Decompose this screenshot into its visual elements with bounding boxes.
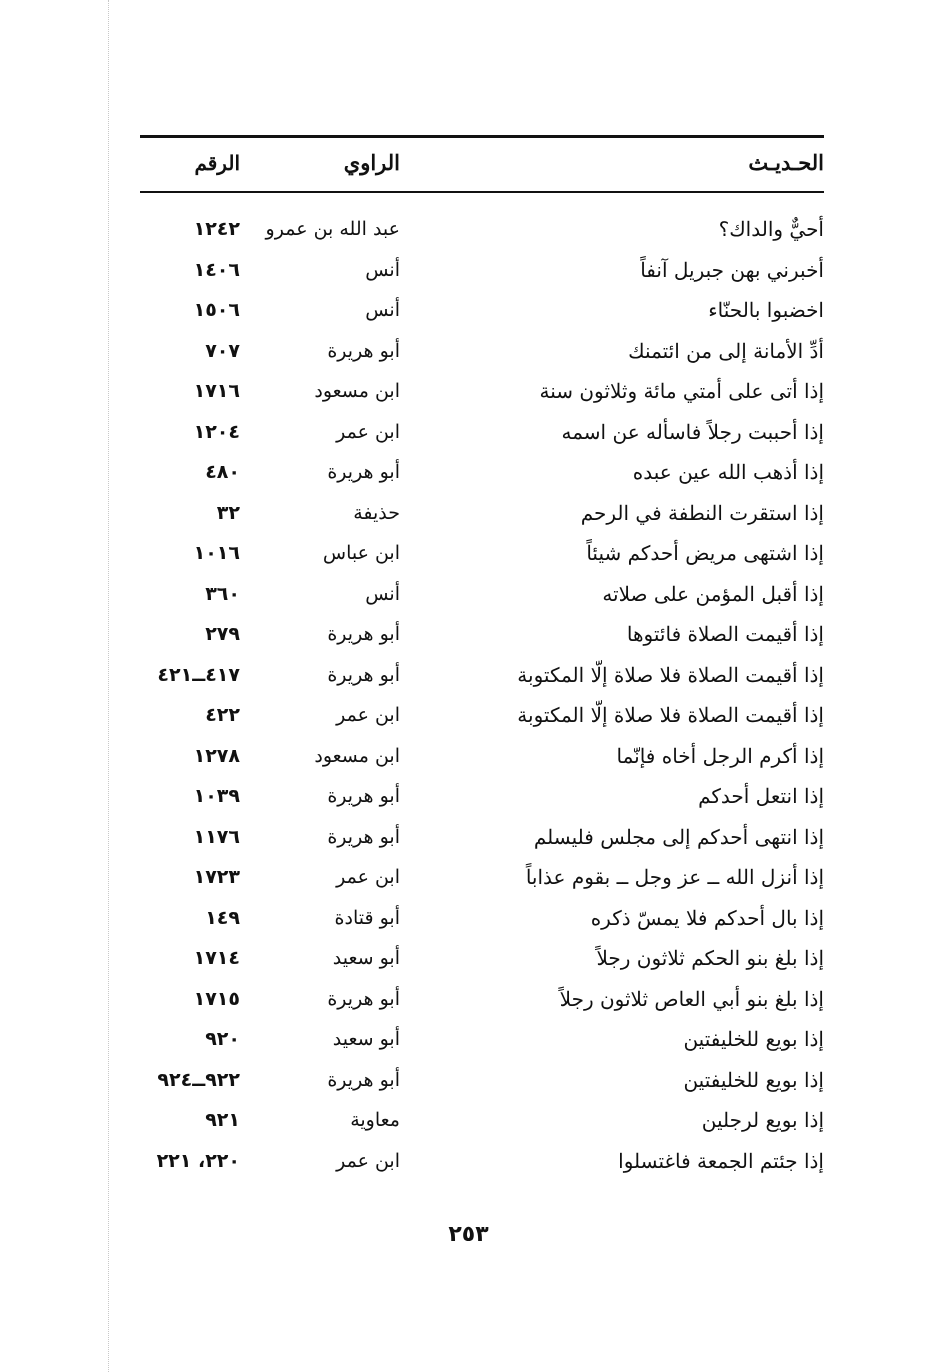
hadith-text: إذا أكرم الرجل أخاه فإنّما	[616, 743, 824, 768]
hadith-number: ١٥٠٦	[193, 299, 240, 321]
hadith-number: ١٠١٦	[193, 542, 240, 564]
hadith-text: إذا بلغ بنو أبي العاص ثلاثون رجلاً	[559, 986, 824, 1011]
narrator-name: أبو هريرة	[327, 1068, 400, 1091]
table-header	[140, 138, 824, 191]
narrator-name: أبو سعيد	[332, 1028, 400, 1050]
hadith-text: إذا أقيمت الصلاة فلا صلاة إلّا المكتوبة	[517, 662, 824, 687]
narrator-name: أبو قتادة	[334, 906, 400, 929]
table-body	[140, 193, 824, 1181]
table-row	[140, 898, 824, 939]
hadith-text: إذا بويع لرجلين	[701, 1108, 824, 1132]
narrator-name: أبو هريرة	[327, 987, 400, 1010]
hadith-text: إذا انتهى أحدكم إلى مجلس فليسلم	[533, 824, 824, 849]
narrator-name: أنس	[365, 299, 400, 321]
header-rawi: الراوي	[343, 150, 400, 175]
table-row	[140, 1019, 824, 1060]
hadith-text: اخضبوا بالحنّاء	[708, 298, 824, 322]
table-row	[140, 209, 824, 250]
narrator-name: أنس	[365, 258, 400, 281]
narrator-name: أبو هريرة	[327, 825, 400, 848]
hadith-number: ٢٢٠، ٢٢١	[156, 1149, 240, 1172]
hadith-number: ١٠٣٩	[193, 785, 240, 807]
hadith-text: أحيٌّ والداك؟	[718, 217, 824, 241]
narrator-name: ابن عباس	[322, 542, 400, 564]
hadith-text: إذا جئتم الجمعة فاغتسلوا	[618, 1148, 824, 1173]
narrator-name: أبو هريرة	[327, 461, 400, 483]
header-hadith: الحـديـث	[748, 150, 824, 175]
page-number: ٢٥٣	[448, 1222, 489, 1247]
table-row	[140, 412, 824, 453]
table-row	[140, 331, 824, 372]
hadith-number: ١٧١٥	[193, 987, 240, 1010]
index-table	[140, 135, 824, 1181]
table-row	[140, 493, 824, 534]
narrator-name: ابن مسعود	[314, 744, 400, 767]
hadith-text: إذا أتى على أمتي مائة وثلاثون سنة	[539, 379, 824, 403]
narrator-name: ابن مسعود	[314, 380, 400, 402]
narrator-name: معاوية	[350, 1109, 400, 1131]
table-row	[140, 979, 824, 1020]
hadith-number: ٤٨٠	[205, 461, 240, 483]
table-row	[140, 817, 824, 858]
hadith-number: ١١٧٦	[193, 825, 240, 848]
table-row	[140, 857, 824, 898]
table-row	[140, 250, 824, 291]
narrator-name: عبد الله بن عمرو	[265, 218, 400, 240]
table-row	[140, 938, 824, 979]
narrator-name: أبو هريرة	[327, 785, 400, 807]
hadith-number: ٢٧٩	[205, 623, 240, 645]
hadith-number: ١٧١٦	[193, 380, 240, 402]
hadith-number: ١٢٧٨	[193, 744, 240, 767]
table-row	[140, 655, 824, 696]
hadith-number: ١٧٢٣	[193, 866, 240, 888]
narrator-name: أبو هريرة	[327, 663, 400, 686]
hadith-number: ١٤٩	[205, 906, 240, 929]
header-number: الرقم	[194, 151, 240, 175]
narrator-name: ابن عمر	[336, 704, 400, 726]
hadith-text: إذا أقيمت الصلاة فائتوها	[626, 622, 824, 646]
hadith-text: إذا بويع للخليفتين	[683, 1067, 824, 1092]
narrator-name: أبو هريرة	[327, 623, 400, 645]
hadith-number: ٩٢٠	[205, 1028, 240, 1050]
hadith-number: ٤٢٢	[205, 704, 240, 726]
hadith-text: إذا بويع للخليفتين	[683, 1027, 824, 1051]
hadith-text: إذا انتعل أحدكم	[698, 784, 824, 808]
hadith-text: إذا استقرت النطفة في الرحم	[580, 500, 824, 525]
hadith-number: ٩٢١	[205, 1109, 240, 1131]
hadith-number: ٩٢٢ــ٩٢٤	[157, 1068, 240, 1091]
table-row	[140, 1060, 824, 1101]
narrator-name: ابن عمر	[336, 420, 400, 443]
hadith-number: ١٤٠٦	[193, 258, 240, 281]
hadith-text: إذا أقبل المؤمن على صلاته	[602, 581, 824, 606]
table-row	[140, 290, 824, 331]
hadith-text: إذا بلغ بنو الحكم ثلاثون رجلاً	[596, 946, 824, 970]
narrator-name: أبو سعيد	[332, 947, 400, 969]
table-row	[140, 452, 824, 493]
table-row	[140, 736, 824, 777]
hadith-number: ١٢٠٤	[193, 420, 240, 443]
table-row	[140, 1100, 824, 1141]
hadith-text: إذا اشتهى مريض أحدكم شيئاً	[586, 541, 824, 565]
hadith-text: إذا أنزل الله ــ عز وجل ــ بقوم عذاباً	[525, 865, 824, 889]
table-row	[140, 614, 824, 655]
hadith-text: إذا بال أحدكم فلا يمسّ ذكره	[590, 905, 824, 930]
hadith-text: أخبرني بهن جبريل آنفاً	[640, 257, 824, 282]
table-row	[140, 371, 824, 412]
margin-guide-line	[108, 0, 109, 1372]
hadith-number: ١٧١٤	[193, 947, 240, 969]
hadith-text: إذا أقيمت الصلاة فلا صلاة إلّا المكتوبة	[517, 703, 824, 727]
narrator-name: حذيفة	[353, 501, 400, 524]
table-row	[140, 533, 824, 574]
narrator-name: ابن عمر	[336, 866, 400, 888]
narrator-name: أنس	[365, 582, 400, 605]
hadith-number: ٤١٧ــ٤٢١	[157, 663, 240, 686]
table-row	[140, 695, 824, 736]
table-row	[140, 1141, 824, 1182]
hadith-number: ١٢٤٢	[193, 218, 240, 240]
hadith-number: ٣٦٠	[205, 582, 240, 605]
hadith-number: ٣٢	[216, 501, 240, 524]
narrator-name: ابن عمر	[336, 1149, 400, 1172]
hadith-text: إذا أحببت رجلاً فاسأله عن اسمه	[561, 419, 824, 444]
table-row	[140, 776, 824, 817]
table-row	[140, 574, 824, 615]
narrator-name: أبو هريرة	[327, 339, 400, 362]
hadith-number: ٧٠٧	[205, 339, 240, 362]
hadith-text: إذا أذهب الله عين عبده	[632, 460, 824, 484]
hadith-text: أدِّ الأمانة إلى من ائتمنك	[628, 338, 824, 363]
